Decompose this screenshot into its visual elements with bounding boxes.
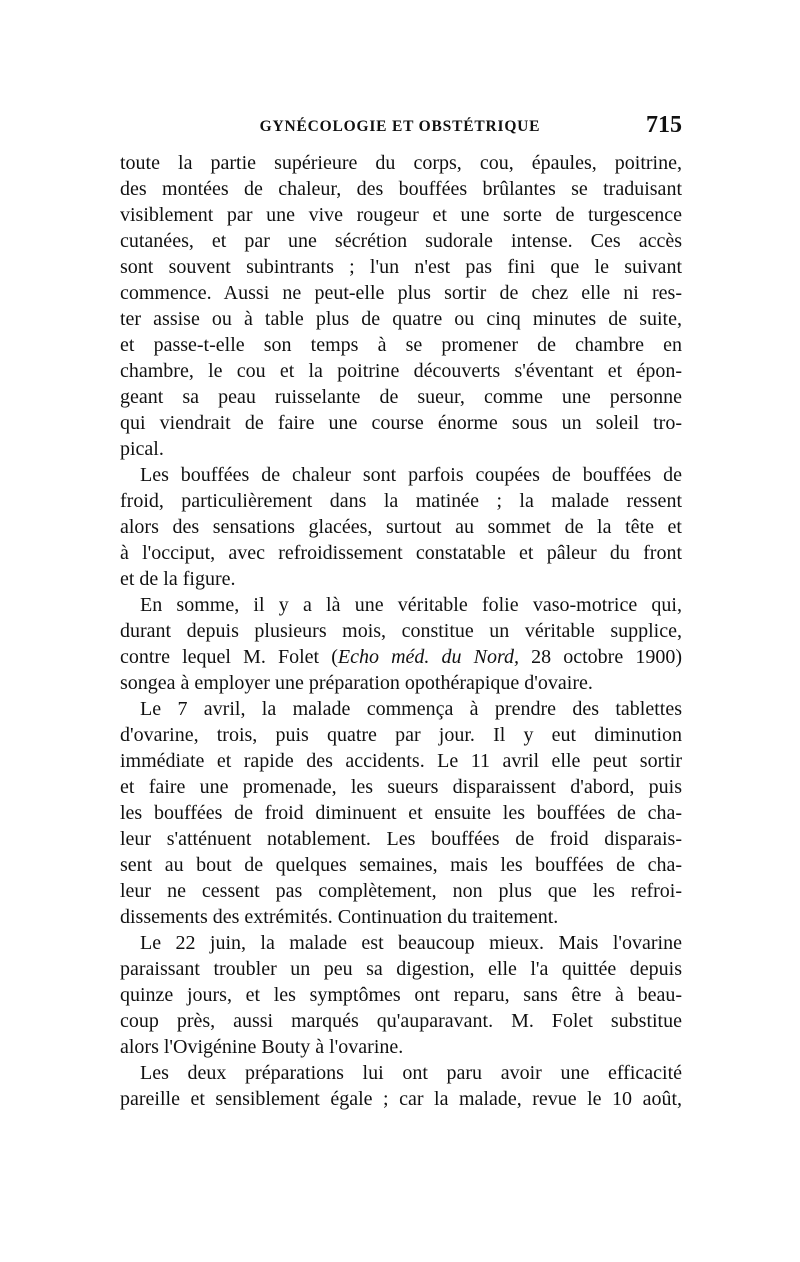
text-line: et faire une promenade, les sueurs disparaissent d'abord, puis	[120, 776, 682, 798]
text-line: immédiate et rapide des accidents. Le 11 avril elle peut sortir	[120, 750, 682, 772]
running-title: GYNÉCOLOGIE ET OBSTÉTRIQUE	[259, 118, 541, 135]
text-line: Le 7 avril, la malade commença à prendre des tablettes	[140, 698, 682, 720]
text-line: coup près, aussi marqués qu'auparavant. M. Folet substitue	[120, 1010, 682, 1032]
text-line: toute la partie supérieure du corps, cou, épaules, poitrine,	[120, 152, 682, 174]
text-line: visiblement par une vive rougeur et une sorte de turgescence	[120, 204, 682, 226]
text-line: En somme, il y a là une véritable folie vaso-motrice qui,	[140, 594, 682, 616]
text-line: Le 22 juin, la malade est beaucoup mieux. Mais l'ovarine	[140, 932, 682, 954]
text-line: pareille et sensiblement égale ; car la malade, revue le 10 août,	[120, 1088, 682, 1110]
text-line: durant depuis plusieurs mois, constitue un véritable supplice,	[120, 620, 682, 642]
citation-date: 28 octobre 1900)	[519, 646, 682, 668]
paragraph	[120, 930, 682, 1060]
text-line: cutanées, et par une sécrétion sudorale intense. Ces accès	[120, 230, 682, 252]
text-line: les bouffées de froid diminuent et ensuite les bouffées de cha-	[120, 802, 682, 824]
text-line: froid, particulièrement dans la matinée ; la malade ressent	[120, 490, 682, 512]
text-line: sent au bout de quelques semaines, mais les bouffées de cha-	[120, 854, 682, 876]
text-line: sont souvent subintrants ; l'un n'est pas fini que le suivant	[120, 256, 682, 278]
text-line: geant sa peau ruisselante de sueur, comme une personne	[120, 386, 682, 408]
journal-title: Echo méd. du Nord,	[337, 646, 520, 668]
text-line: à l'occiput, avec refroidissement constatable et pâleur du front	[120, 542, 682, 564]
text-line: pical.	[120, 438, 164, 460]
text-line-citation	[120, 644, 682, 670]
paragraph	[120, 150, 682, 462]
text-line: leur ne cessent pas complètement, non plus que les refroi-	[120, 880, 682, 902]
text-line: alors l'Ovigénine Bouty à l'ovarine.	[120, 1036, 404, 1058]
text-line: et de la figure.	[120, 568, 236, 590]
text-line: paraissant troubler un peu sa digestion, elle l'a quittée depuis	[120, 958, 682, 980]
text-line: et passe-t-elle son temps à se promener de chambre en	[120, 334, 682, 356]
text-line: Les deux préparations lui ont paru avoir une efficacité	[140, 1062, 682, 1084]
text-line: quinze jours, et les symptômes ont reparu, sans être à beau-	[120, 984, 682, 1006]
text-line: chambre, le cou et la poitrine découverts s'éventant et épon-	[120, 360, 682, 382]
text-line: qui viendrait de faire une course énorme sous un soleil tro-	[120, 412, 682, 434]
text-line: d'ovarine, trois, puis quatre par jour. Il y eut diminution	[120, 724, 682, 746]
paragraph	[120, 1060, 682, 1112]
page-header	[118, 112, 682, 142]
text-line: dissements des extrémités. Continuation du traitement.	[120, 906, 559, 928]
text-line: ter assise ou à table plus de quatre ou cinq minutes de suite,	[120, 308, 682, 330]
body-text	[120, 150, 682, 1112]
text-line: commence. Aussi ne peut-elle plus sortir de chez elle ni res-	[120, 282, 682, 304]
text-line: Les bouffées de chaleur sont parfois coupées de bouffées de	[140, 464, 682, 486]
paragraph	[120, 592, 682, 696]
text-line: des montées de chaleur, des bouffées brûlantes se traduisant	[120, 178, 682, 200]
text-line: songea à employer une préparation opothérapique d'ovaire.	[120, 672, 593, 694]
paragraph	[120, 462, 682, 592]
paragraph	[120, 696, 682, 930]
page-number: 715	[646, 112, 682, 138]
citation-lead: contre lequel M. Folet (	[120, 646, 338, 668]
text-line: alors des sensations glacées, surtout au sommet de la tête et	[120, 516, 682, 538]
text-line: leur s'atténuent notablement. Les bouffées de froid disparais-	[120, 828, 682, 850]
